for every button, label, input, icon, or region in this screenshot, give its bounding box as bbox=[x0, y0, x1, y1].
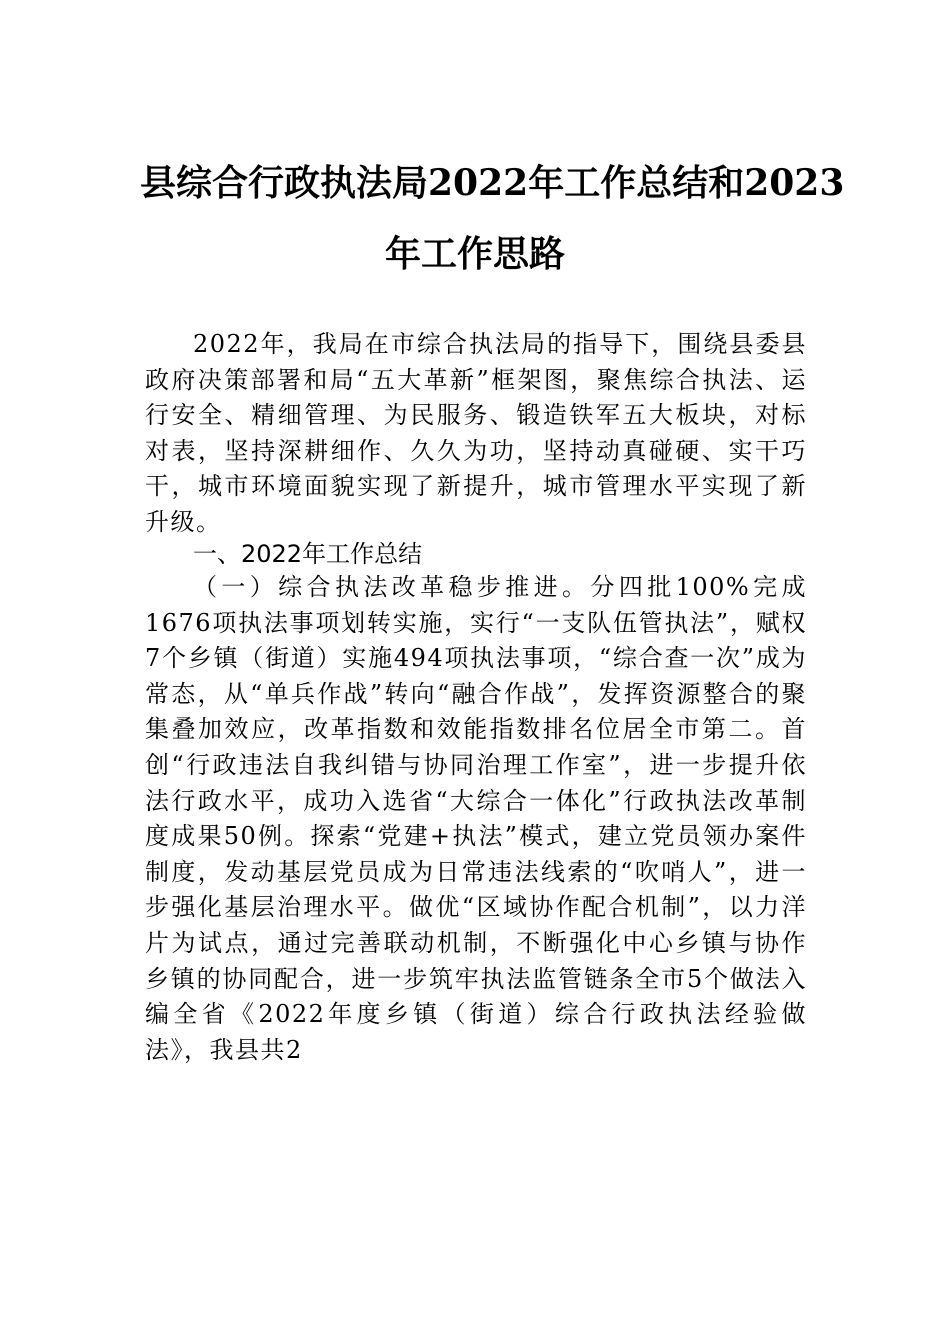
intro-paragraph: 2022年，我局在市综合执法局的指导下，围绕县委县政府决策部署和局“五大革新”框架图，聚焦综合执法、运行安全、精细管理、为民服务、锻造铁军五大板块，对标对表，坚持深耕细作、久久为功，坚持动真碰硬、实干巧干，城市环境面貌实现了新提升，城市管理水平实现了新升级。 bbox=[145, 330, 807, 536]
document-title-line-1: 县综合行政执法局2022年工作总结和2023 bbox=[140, 162, 845, 204]
section-heading: 一、2022年工作总结 bbox=[193, 540, 423, 568]
document-title-line-2: 年工作思路 bbox=[384, 233, 565, 275]
body-paragraph: （一）综合执法改革稳步推进。分四批100%完成1676项执法事项划转实施，实行“一支队伍管执法”，赋权7个乡镇（街道）实施494项执法事项，“综合查一次”成为常态，从“单兵作战”转向“融合作战”，发挥资源整合的聚集叠加效应，改革指数和效能指数排名位居全市第二。首创“行政违法自我纠错与协同治理工作室”，进一步提升依法行政水平，成功入选省“大综合一体化”行政执法改革制度成果50例。探索“党建+执法”模式，建立党员领办案件制度，发动基层党员成为日常违法线索的“吹哨人”，进一步强化基层治理水平。做优“区域协作配合机制”，以力洋片为试点，通过完善联动机制，不断强化中心乡镇与协作乡镇的协同配合，进一步筑牢执法监管链条全市5个做法入编全省《2022年度乡镇（街道）综合行政执法经验做法》，我县共2 bbox=[145, 573, 807, 1064]
